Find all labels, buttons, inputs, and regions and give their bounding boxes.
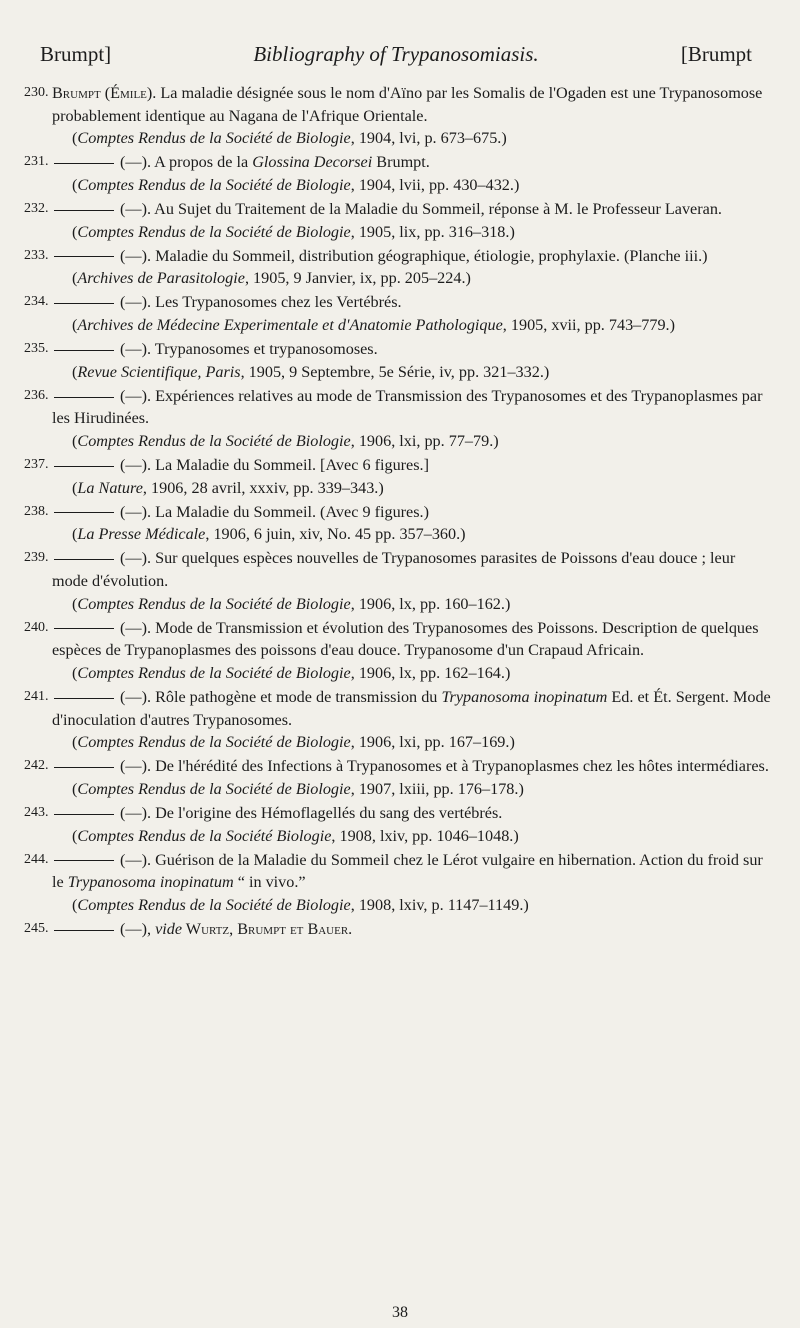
ref-detail: , 1906, lx, pp. 160–162.) (350, 594, 511, 613)
entry-239 (24, 547, 772, 615)
entry-title: De l'hérédité des Infections à Trypanosomes et à Trypanoplasmes chez les hôtes intermédiares. (155, 757, 769, 776)
entry-number: 232. (24, 200, 49, 216)
entry-title: La maladie désignée sous le nom d'Aïno par les Somalis de l'Ogaden est une Trypanosomose probablement identique au Nagana de l'Afrique Orientale. (52, 84, 763, 125)
ref-detail: , 1906, lxi, pp. 167–169.) (350, 733, 515, 752)
entry-title: Sur quelques espèces nouvelles de Trypanosomes parasites de Poissons d'eau douce ; leur mode d'évolution. (52, 549, 736, 590)
ditto-dash (54, 814, 114, 815)
entry-number: 242. (24, 758, 49, 774)
entry-232 (24, 198, 772, 243)
journal-name: La Nature (77, 478, 143, 497)
entry-title: A propos de la (154, 153, 253, 172)
ditto-dash (54, 860, 114, 861)
entry-244 (24, 849, 772, 917)
ditto-dash (54, 466, 114, 467)
entry-number: 231. (24, 154, 49, 170)
ditto-dash (54, 930, 114, 931)
journal-name: Comptes Rendus de la Société de Biologie (77, 663, 351, 682)
entry-title: Guérison de la Maladie du Sommeil chez le Lérot vulgaire en hibernation. Action du froid sur le (52, 850, 763, 892)
ref-detail: , 1905, 9 Septembre, 5e Série, iv, pp. 321–332.) (240, 362, 550, 381)
entry-reference: (Comptes Rendus de la Société de Biologie, 1907, lxiii, pp. 176–178.) (72, 779, 524, 798)
entry-number: 241. (24, 688, 49, 704)
ref-detail: , 1906, lx, pp. 162–164.) (350, 663, 511, 682)
entry-reference: (Comptes Rendus de la Société Biologie, 1908, lxiv, pp. 1046–1048.) (72, 826, 519, 845)
entry-number: 234. (24, 294, 49, 310)
ref-detail: , 1907, lxiii, pp. 176–178.) (350, 779, 524, 798)
ditto-marker: (—), (120, 919, 156, 938)
journal-name: Comptes Rendus de la Société de Biologie (77, 895, 351, 914)
cross-reference: Wurtz, Brumpt et Bauer. (182, 919, 353, 938)
entry-number: 237. (24, 457, 49, 472)
ref-detail: , 1906, lxi, pp. 77–79.) (350, 431, 499, 450)
entry-title-end: Ed. et Ét. Sergent. Mode d'inoculation d'autres Trypanosomes. (52, 687, 771, 729)
ditto-marker: (—). (120, 386, 152, 405)
journal-name: Comptes Rendus de la Société de Biologie (77, 175, 351, 194)
entry-number: 233. (24, 247, 49, 263)
entry-title: Rôle pathogène et mode de transmission du (155, 687, 442, 706)
entry-234 (24, 291, 772, 336)
species-name: Trypanosoma inopinatum (67, 873, 234, 892)
entry-reference: (Revue Scientifique, Paris, 1905, 9 Septembre, 5e Série, iv, pp. 321–332.) (72, 362, 550, 381)
entry-reference: (Comptes Rendus de la Société de Biologie, 1908, lxiv, p. 1147–1149.) (72, 895, 529, 914)
ditto-dash (54, 512, 114, 513)
entry-reference: (Comptes Rendus de la Société de Biologie, 1906, lxi, pp. 77–79.) (72, 431, 499, 450)
ditto-dash (54, 767, 114, 768)
entry-title-end: “ in vivo.” (233, 873, 306, 892)
entry-number: 245. (24, 920, 49, 936)
ditto-dash (54, 163, 114, 164)
entry-237 (24, 454, 772, 499)
ref-detail: , 1908, lxiv, p. 1147–1149.) (350, 895, 529, 914)
ditto-dash (54, 256, 114, 257)
ditto-dash (54, 350, 114, 351)
entry-reference: (Comptes Rendus de la Société de Biologie, 1906, lx, pp. 162–164.) (72, 663, 511, 682)
ref-detail: , 1905, 9 Janvier, ix, pp. 205–224.) (244, 269, 471, 288)
ref-detail: , 1904, lvii, pp. 430–432.) (350, 175, 520, 194)
vide-label: vide (155, 919, 183, 938)
ditto-marker: (—). (120, 293, 152, 312)
entry-241 (24, 686, 772, 754)
ditto-dash (54, 397, 114, 398)
ref-detail: , 1908, lxiv, pp. 1046–1048.) (331, 826, 519, 845)
entry-title: De l'origine des Hémoflagellés du sang des vertébrés. (155, 803, 503, 822)
entry-243 (24, 802, 772, 847)
journal-name: Comptes Rendus de la Société de Biologie (77, 129, 351, 148)
entry-reference: (Comptes Rendus de la Société de Biologie, 1905, lix, pp. 316–318.) (72, 222, 515, 241)
entry-242 (24, 755, 772, 800)
journal-name: Archives de Parasitologie (77, 269, 245, 288)
ditto-marker: (—). (120, 687, 152, 706)
entry-title: Trypanosomes et trypanosomoses. (154, 340, 378, 359)
journal-name: Comptes Rendus de la Société Biologie (77, 826, 332, 845)
entry-reference: (Comptes Rendus de la Société de Biologie, 1904, lvi, p. 673–675.) (72, 129, 507, 148)
ditto-marker: (—). (120, 153, 152, 172)
entry-245 (24, 918, 772, 941)
header-title: Bibliography of Trypanosomiasis. (253, 42, 539, 66)
journal-name: Comptes Rendus de la Société de Biologie (77, 222, 351, 241)
entry-title: Au Sujet du Traitement de la Maladie du Sommeil, réponse à M. le Professeur Laveran. (154, 199, 722, 218)
entry-233 (24, 245, 772, 290)
page-number: 38 (392, 1304, 408, 1321)
entry-231 (24, 151, 772, 196)
entry-reference: (Comptes Rendus de la Société de Biologie, 1904, lvii, pp. 430–432.) (72, 175, 520, 194)
entry-title: Mode de Transmission et évolution des Trypanosomes des Poissons. Description de quelques espèces de Trypanoplasmes des poissons d'eau douce. Trypanosome d'un Crapaud Africain. (52, 618, 759, 660)
ref-detail: , 1906, 6 juin, xiv, No. 45 pp. 357–360.) (205, 525, 466, 544)
entry-title-end: Brumpt. (372, 153, 430, 172)
entry-reference: (Comptes Rendus de la Société de Biologie, 1906, lxi, pp. 167–169.) (72, 733, 515, 752)
entry-235 (24, 338, 772, 383)
entry-number: 230. (24, 85, 49, 100)
entry-author: Brumpt (Émile). (52, 84, 157, 102)
ditto-marker: (—). (120, 803, 152, 822)
entry-title: Expériences relatives au mode de Transmission des Trypanosomes et des Trypanoplasmes par les Hirudinées. (52, 386, 763, 428)
ditto-dash (54, 559, 114, 560)
entry-number: 235. (24, 341, 49, 357)
ref-detail: , 1905, xvii, pp. 743–779.) (502, 315, 675, 334)
entry-number: 240. (24, 619, 49, 635)
entry-reference: (Comptes Rendus de la Société de Biologie, 1906, lx, pp. 160–162.) (72, 594, 511, 613)
ditto-marker: (—). (120, 502, 152, 521)
header-right: [Brumpt (680, 42, 752, 66)
journal-name: Archives de Médecine Experimentale et d'Anatomie Pathologique (77, 315, 503, 334)
journal-name: Comptes Rendus de la Société de Biologie (77, 733, 351, 752)
entry-reference: (Archives de Médecine Experimentale et d'Anatomie Pathologique, 1905, xvii, pp. 743–779.) (72, 315, 675, 334)
journal-name: Comptes Rendus de la Société de Biologie (77, 779, 351, 798)
entry-number: 243. (24, 804, 49, 820)
ditto-marker: (—). (120, 340, 152, 359)
ditto-dash (54, 628, 114, 629)
header-left: Brumpt] (40, 42, 112, 66)
ditto-dash (54, 303, 114, 304)
entry-title: Maladie du Sommeil, distribution géographique, étiologie, prophylaxie. (Planche iii.) (155, 246, 708, 265)
entry-title: La Maladie du Sommeil. [Avec 6 figures.] (155, 456, 429, 474)
ref-detail: , 1905, lix, pp. 316–318.) (350, 222, 515, 241)
ref-detail: , 1906, 28 avril, xxxiv, pp. 339–343.) (142, 478, 384, 497)
journal-name: Comptes Rendus de la Société de Biologie (77, 594, 351, 613)
entry-title: La Maladie du Sommeil. (Avec 9 figures.) (155, 502, 429, 521)
species-name: Glossina Decorsei (252, 153, 373, 172)
journal-name: Revue Scientifique, Paris (77, 362, 241, 381)
species-name: Trypanosoma inopinatum (441, 687, 608, 706)
entry-236 (24, 385, 772, 453)
journal-name: La Presse Médicale (77, 525, 206, 544)
ditto-marker: (—). (120, 199, 152, 218)
ditto-marker: (—). (120, 850, 152, 869)
entry-238 (24, 501, 772, 546)
ditto-marker: (—). (120, 618, 152, 637)
entry-number: 236. (24, 387, 49, 403)
ditto-marker: (—). (120, 246, 152, 265)
entry-230 (24, 82, 772, 150)
ditto-marker: (—). (120, 456, 152, 474)
entry-reference: (La Presse Médicale, 1906, 6 juin, xiv, No. 45 pp. 357–360.) (72, 525, 466, 544)
journal-name: Comptes Rendus de la Société de Biologie (77, 431, 351, 450)
entry-reference: (La Nature, 1906, 28 avril, xxxiv, pp. 339–343.) (72, 478, 384, 497)
bibliography-list (24, 82, 772, 942)
entry-reference: (Archives de Parasitologie, 1905, 9 Janvier, ix, pp. 205–224.) (72, 269, 471, 288)
ditto-marker: (—). (120, 757, 152, 776)
entry-number: 238. (24, 503, 49, 519)
ditto-dash (54, 210, 114, 211)
ditto-marker: (—). (120, 549, 152, 568)
entry-title: Les Trypanosomes chez les Vertébrés. (155, 293, 402, 312)
ditto-dash (54, 698, 114, 699)
running-header (40, 42, 752, 67)
ref-detail: , 1904, lvi, p. 673–675.) (350, 129, 507, 148)
entry-number: 244. (24, 851, 49, 867)
entry-number: 239. (24, 550, 49, 566)
entry-240 (24, 617, 772, 685)
